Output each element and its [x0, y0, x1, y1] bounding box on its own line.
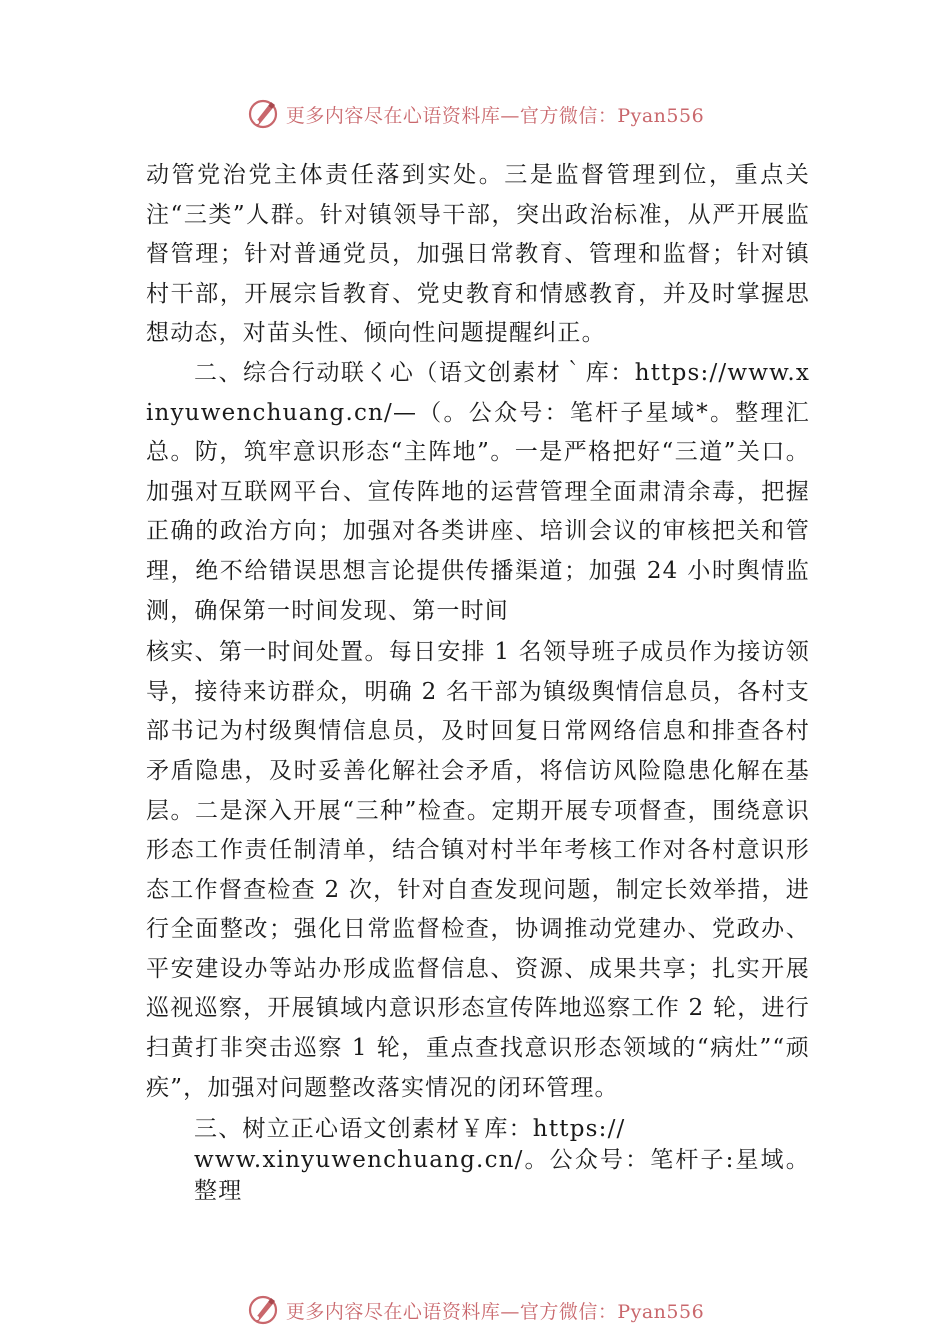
paragraph-1: 动管党治党主体责任落到实处。三是监督管理到位，重点关注“三类”人群。针对镇领导干部，突出政治标准，从严开展监督管理；针对普通党员，加强日常教育、管理和监督；针对镇村干部，开展宗旨教育、党史教育和情感教育，并及时掌握思想动态，对苗头性、倾向性问题提醒纠正。 — [146, 162, 810, 347]
closing-paragraph — [146, 1114, 810, 1207]
document-body — [146, 156, 810, 1207]
watermark-text: 更多内容尽在心语资料库—官方微信：Pyan556 — [285, 104, 705, 127]
watermark-header — [0, 94, 950, 134]
closing-line-2: www.xinyuwenchuang.cn/。公众号：笔杆子:星域。整理 — [194, 1147, 810, 1205]
paragraph-3: 核实、第一时间处置。每日安排 1 名领导班子成员作为接访领导，接待来访群众，明确 2 名干部为镇级舆情信息员，各村支部书记为村级舆情信息员，及时回复日常网络信息和排查各村矛盾隐患，及时妥善化解社会矛盾，将信访风险隐患化解在基层。二是深入开展“三种”检查。定期开展专项督查，围绕意识形态工作责任制清单，结合镇对村半年考核工作对各村意识形态工作督查检查 2 次，针对自查发现问题，制定长效举措，进行全面整改；强化日常监督检查，协调推动党建办、党政办、平安建设办等站办形成监督信息、资源、成果共享；扎实开展巡视巡察，开展镇域内意识形态宣传阵地巡察工作 2 轮，进行扫黄打非突击巡察 1 轮，重点查找意识形态领域的“病灶”“顽疾”，加强对问题整改落实情况的闭环管理。 — [146, 639, 810, 1101]
paragraph-2: 二、综合行动联く心（语文创素材｀库：https://www.xinyuwenchuang.cn/—（。公众号：笔杆子星域*。整理汇总。防，筑牢意识形态“主阵地”。一是严格把好“三道”关口。加强对互联网平台、宣传阵地的运营管理全面肃清余毒，把握正确的政治方向；加强对各类讲座、培训会议的审核把关和管理，绝不给错误思想言论提供传播渠道；加强 24 小时舆情监测，确保第一时间发现、第一时间 — [146, 359, 810, 624]
watermark-text: 更多内容尽在心语资料库—官方微信：Pyan556 — [285, 1300, 705, 1323]
pen-logo-icon — [246, 1293, 280, 1327]
watermark-footer — [0, 1290, 950, 1330]
pen-logo-icon — [246, 97, 280, 131]
closing-line-1: 三、树立正心语文创素材￥库：https:// — [194, 1116, 626, 1143]
